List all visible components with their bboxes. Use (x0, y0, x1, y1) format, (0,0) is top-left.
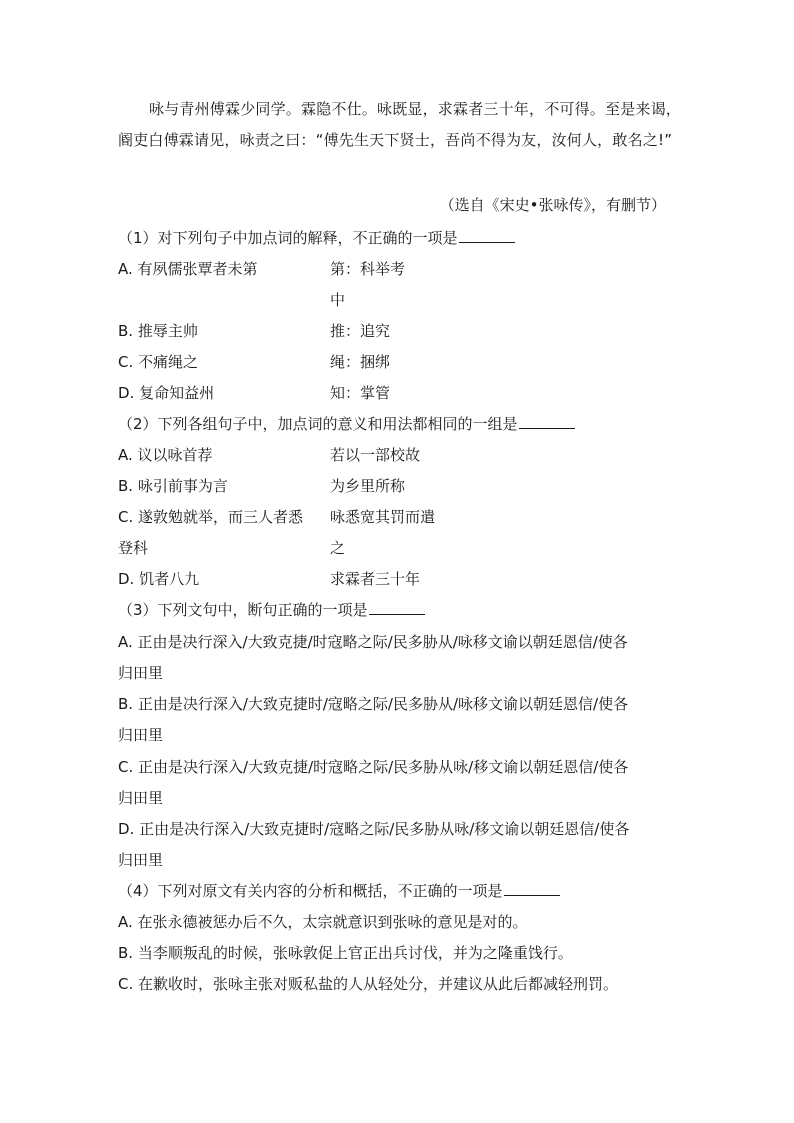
q2-option-d-pair: 求霖者三十年 (330, 570, 421, 588)
q1-option-b: B. 推辱主帅 (118, 322, 198, 340)
q1-option-d-gloss: 知：掌管 (330, 384, 391, 402)
question-1-stem: （1）对下列句子中加点词的解释，不正确的一项是 (118, 227, 515, 249)
q2-option-c: C. 遂敦勉就举，而三人者悉 (118, 508, 304, 526)
question-4-stem: （4）下列对原文有关内容的分析和概括，不正确的一项是 (118, 880, 560, 902)
q1-option-b-gloss: 推：追究 (330, 322, 391, 340)
q1-option-a-gloss: 第：科举考 (330, 260, 406, 278)
q3-option-a-cont: 归田里 (118, 664, 164, 682)
q4-option-a: A. 在张永德被惩办后不久，太宗就意识到张咏的意见是对的。 (118, 913, 528, 931)
answer-blank (369, 599, 425, 615)
answer-blank (459, 227, 515, 243)
q4-option-b: B. 当李顺叛乱的时候，张咏敦促上官正出兵讨伐，并为之隆重饯行。 (118, 944, 573, 962)
q3-option-b-cont: 归田里 (118, 726, 164, 744)
q1-option-c-gloss: 绳：捆绑 (330, 353, 391, 371)
passage-source: （选自《宋史•张咏传》，有删节） (439, 196, 666, 214)
q1-option-d: D. 复命知益州 (118, 384, 215, 402)
q3-option-c: C. 正由是决行深入/大致克捷/时寇略之际/民多胁从咏/移文谕以朝廷恩信/使各 (118, 758, 629, 776)
answer-blank (519, 413, 575, 429)
q3-option-d-cont: 归田里 (118, 851, 164, 869)
question-3-stem: （3）下列文句中，断句正确的一项是 (118, 599, 425, 621)
answer-blank (504, 880, 560, 896)
q2-option-a: A. 议以咏首荐 (118, 446, 213, 464)
question-2-stem: （2）下列各组句子中，加点词的意义和用法都相同的一组是 (118, 413, 575, 435)
q3-option-b: B. 正由是决行深入/大致克捷时/寇略之际/民多胁从/咏移文谕以朝廷恩信/使各 (118, 695, 629, 713)
passage-paragraph: 咏与青州傅霖少同学。霖隐不仕。咏既显，求霖者三十年，不可得。至是来谒，阍吏白傅霖请见，咏责之曰：“傅先生天下贤士，吾尚不得为友，汝何人，敢名之!” (118, 100, 682, 149)
q2-option-d: D. 饥者八九 (118, 570, 200, 588)
q2-option-a-pair: 若以一部校故 (330, 446, 421, 464)
q3-option-a: A. 正由是决行深入/大致克捷/时寇略之际/民多胁从/咏移文谕以朝廷恩信/使各 (118, 633, 628, 651)
q4-option-c: C. 在歉收时，张咏主张对贩私盐的人从轻处分，并建议从此后都减轻刑罚。 (118, 975, 619, 993)
q1-option-a-gloss-cont: 中 (330, 291, 346, 309)
q2-option-b-pair: 为乡里所称 (330, 477, 406, 495)
q2-option-c-pair-cont: 之 (330, 539, 346, 557)
q3-option-c-cont: 归田里 (118, 789, 164, 807)
q2-option-c-pair: 咏悉宽其罚而遣 (330, 508, 436, 526)
q1-option-c: C. 不痛绳之 (118, 353, 199, 371)
q1-option-a: A. 有夙儒张覃者未第 (118, 260, 258, 278)
q2-option-b: B. 咏引前事为言 (118, 477, 228, 495)
q3-option-d: D. 正由是决行深入/大致克捷时/寇略之际/民多胁从咏/移文谕以朝廷恩信/使各 (118, 820, 630, 838)
q2-option-c-cont: 登科 (118, 539, 149, 557)
